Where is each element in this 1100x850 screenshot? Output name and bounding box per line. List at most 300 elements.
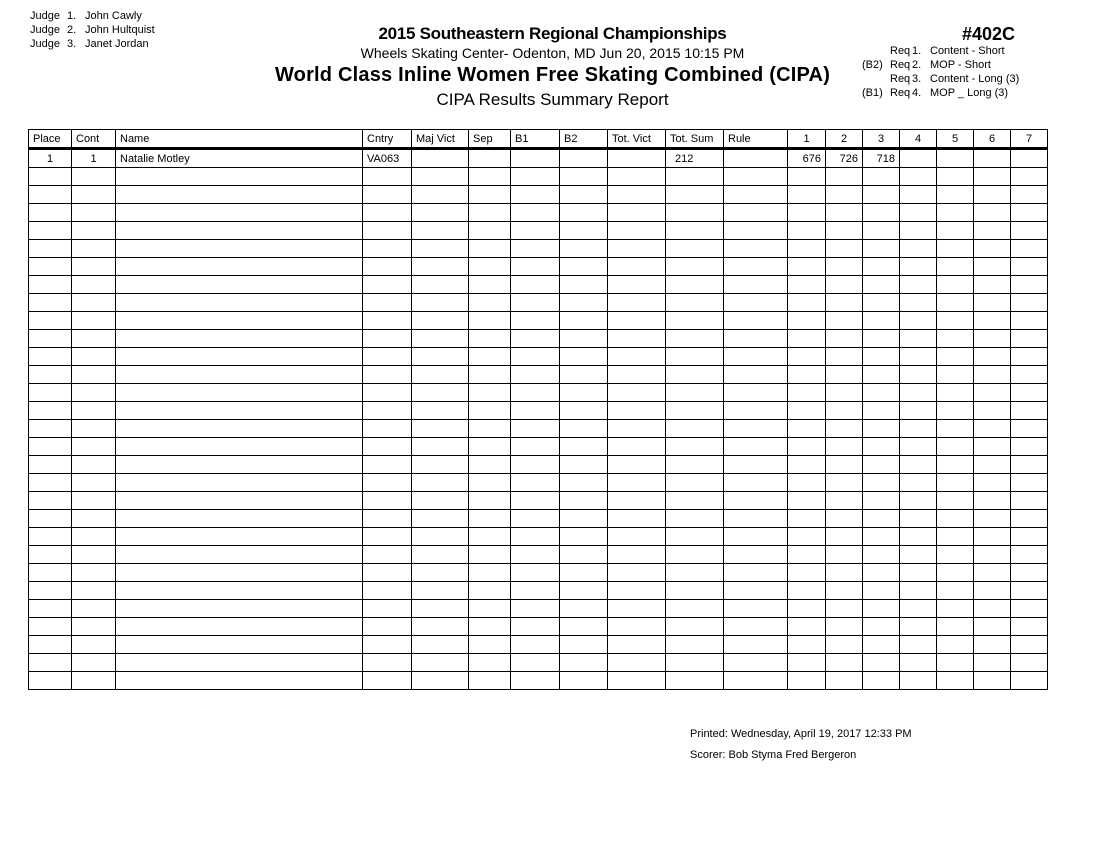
empty-cell [666, 546, 724, 564]
empty-cell [974, 456, 1011, 474]
judge-label: Judge [30, 38, 60, 50]
empty-cell [29, 402, 72, 420]
empty-cell [608, 492, 666, 510]
judges-list [30, 9, 155, 51]
empty-cell [863, 384, 900, 402]
empty-cell [72, 186, 116, 204]
event-number: #402C [962, 24, 1016, 44]
empty-cell [666, 528, 724, 546]
empty-cell [29, 420, 72, 438]
table-row-empty [29, 438, 1048, 456]
empty-cell [29, 456, 72, 474]
empty-cell [412, 240, 469, 258]
empty-cell [469, 456, 511, 474]
empty-cell [937, 222, 974, 240]
empty-cell [826, 240, 863, 258]
empty-cell [666, 366, 724, 384]
empty-cell [560, 420, 608, 438]
empty-cell [826, 384, 863, 402]
empty-cell [974, 222, 1011, 240]
empty-cell [900, 420, 937, 438]
table-row-empty [29, 312, 1048, 330]
col-judge-4: 4 [900, 130, 937, 149]
empty-cell [937, 366, 974, 384]
empty-cell [469, 294, 511, 312]
empty-cell [29, 240, 72, 258]
empty-cell [974, 294, 1011, 312]
empty-cell [72, 474, 116, 492]
cell-judge-4 [900, 149, 937, 168]
empty-cell [72, 510, 116, 528]
empty-cell [560, 438, 608, 456]
empty-cell [363, 330, 412, 348]
empty-cell [469, 582, 511, 600]
empty-cell [412, 312, 469, 330]
empty-cell [863, 564, 900, 582]
empty-cell [666, 276, 724, 294]
requirement-row [862, 86, 1019, 100]
req-text: Content - Long (3) [930, 73, 1020, 85]
empty-cell [116, 258, 363, 276]
empty-cell [724, 438, 788, 456]
empty-cell [974, 600, 1011, 618]
empty-cell [666, 258, 724, 276]
empty-cell [116, 294, 363, 312]
empty-cell [974, 636, 1011, 654]
req-prefix: (B2) [862, 59, 883, 71]
empty-cell [788, 528, 826, 546]
empty-cell [788, 510, 826, 528]
empty-cell [666, 600, 724, 618]
empty-cell [511, 258, 560, 276]
empty-cell [363, 528, 412, 546]
empty-cell [900, 240, 937, 258]
empty-cell [863, 492, 900, 510]
empty-cell [826, 186, 863, 204]
empty-cell [469, 420, 511, 438]
empty-cell [724, 582, 788, 600]
empty-cell [724, 492, 788, 510]
empty-cell [666, 240, 724, 258]
cell-maj-vict [412, 149, 469, 168]
empty-cell [29, 366, 72, 384]
table-row-empty [29, 600, 1048, 618]
empty-cell [511, 348, 560, 366]
requirement-row [862, 72, 1019, 86]
empty-cell [560, 528, 608, 546]
table-row-empty [29, 366, 1048, 384]
judge-label: Judge [30, 10, 60, 22]
empty-cell [608, 258, 666, 276]
empty-cell [724, 654, 788, 672]
empty-cell [1011, 492, 1048, 510]
requirements-list [862, 44, 1019, 100]
empty-cell [469, 474, 511, 492]
empty-cell [724, 204, 788, 222]
empty-cell [974, 402, 1011, 420]
empty-cell [560, 618, 608, 636]
empty-cell [863, 438, 900, 456]
empty-cell [937, 600, 974, 618]
cell-cont: 1 [72, 149, 116, 168]
empty-cell [363, 672, 412, 690]
empty-cell [363, 276, 412, 294]
cell-b2 [560, 149, 608, 168]
empty-cell [511, 582, 560, 600]
empty-cell [1011, 258, 1048, 276]
empty-cell [560, 600, 608, 618]
empty-cell [469, 654, 511, 672]
empty-cell [788, 294, 826, 312]
table-row-empty [29, 474, 1048, 492]
empty-cell [826, 168, 863, 186]
empty-cell [788, 366, 826, 384]
empty-cell [363, 186, 412, 204]
empty-cell [1011, 204, 1048, 222]
empty-cell [363, 168, 412, 186]
empty-cell [788, 636, 826, 654]
empty-cell [560, 186, 608, 204]
empty-cell [72, 600, 116, 618]
empty-cell [511, 420, 560, 438]
empty-cell [29, 510, 72, 528]
empty-cell [72, 240, 116, 258]
empty-cell [511, 204, 560, 222]
empty-cell [560, 672, 608, 690]
empty-cell [826, 510, 863, 528]
empty-cell [363, 204, 412, 222]
empty-cell [937, 492, 974, 510]
empty-cell [469, 168, 511, 186]
empty-cell [826, 330, 863, 348]
table-row-empty [29, 654, 1048, 672]
table-row-empty [29, 276, 1048, 294]
empty-cell [666, 222, 724, 240]
empty-cell [724, 420, 788, 438]
empty-cell [788, 312, 826, 330]
empty-cell [937, 240, 974, 258]
empty-cell [900, 672, 937, 690]
empty-cell [608, 438, 666, 456]
empty-cell [666, 510, 724, 528]
empty-cell [826, 636, 863, 654]
empty-cell [511, 366, 560, 384]
req-label: Req [890, 73, 911, 85]
empty-cell [412, 510, 469, 528]
empty-cell [412, 222, 469, 240]
empty-cell [788, 438, 826, 456]
empty-cell [863, 348, 900, 366]
empty-cell [788, 240, 826, 258]
empty-cell [724, 240, 788, 258]
col-sep: Sep [469, 130, 511, 149]
empty-cell [511, 492, 560, 510]
req-number: 3. [912, 73, 922, 85]
empty-cell [724, 168, 788, 186]
empty-cell [469, 402, 511, 420]
empty-cell [1011, 600, 1048, 618]
empty-cell [937, 276, 974, 294]
empty-cell [666, 492, 724, 510]
empty-cell [560, 582, 608, 600]
empty-cell [116, 222, 363, 240]
empty-cell [724, 258, 788, 276]
judge-name: Janet Jordan [85, 38, 149, 50]
empty-cell [826, 258, 863, 276]
table-row-empty [29, 348, 1048, 366]
empty-cell [116, 672, 363, 690]
empty-cell [974, 528, 1011, 546]
table-row-empty [29, 636, 1048, 654]
empty-cell [900, 546, 937, 564]
empty-cell [937, 528, 974, 546]
empty-cell [412, 402, 469, 420]
empty-cell [560, 384, 608, 402]
empty-cell [511, 240, 560, 258]
empty-cell [412, 636, 469, 654]
empty-cell [724, 366, 788, 384]
empty-cell [560, 222, 608, 240]
cell-cntry: VA063 [363, 149, 412, 168]
empty-cell [72, 654, 116, 672]
empty-cell [863, 654, 900, 672]
empty-cell [788, 546, 826, 564]
empty-cell [72, 456, 116, 474]
empty-cell [116, 402, 363, 420]
empty-cell [900, 222, 937, 240]
empty-cell [724, 186, 788, 204]
table-row-empty [29, 240, 1048, 258]
empty-cell [72, 420, 116, 438]
empty-cell [974, 618, 1011, 636]
empty-cell [608, 672, 666, 690]
table-row [29, 149, 1048, 168]
empty-cell [469, 240, 511, 258]
empty-cell [469, 384, 511, 402]
empty-cell [412, 582, 469, 600]
col-judge-3: 3 [863, 130, 900, 149]
empty-cell [974, 384, 1011, 402]
empty-cell [412, 546, 469, 564]
empty-cell [1011, 168, 1048, 186]
empty-cell [72, 618, 116, 636]
cell-sep [469, 149, 511, 168]
empty-cell [788, 600, 826, 618]
empty-cell [724, 312, 788, 330]
empty-cell [724, 618, 788, 636]
empty-cell [788, 564, 826, 582]
empty-cell [511, 474, 560, 492]
empty-cell [937, 438, 974, 456]
empty-cell [900, 258, 937, 276]
empty-cell [724, 294, 788, 312]
empty-cell [511, 312, 560, 330]
judge-number: 1. [67, 10, 77, 22]
empty-cell [900, 204, 937, 222]
empty-cell [1011, 420, 1048, 438]
empty-cell [72, 672, 116, 690]
empty-cell [724, 474, 788, 492]
empty-cell [560, 474, 608, 492]
empty-cell [974, 438, 1011, 456]
event-name: World Class Inline Women Free Skating Combined (CIPA) [274, 64, 831, 86]
empty-cell [1011, 240, 1048, 258]
empty-cell [788, 276, 826, 294]
empty-cell [363, 384, 412, 402]
empty-cell [116, 348, 363, 366]
empty-cell [608, 420, 666, 438]
empty-cell [412, 348, 469, 366]
empty-cell [116, 618, 363, 636]
empty-cell [826, 582, 863, 600]
empty-cell [826, 618, 863, 636]
empty-cell [974, 564, 1011, 582]
empty-cell [511, 618, 560, 636]
empty-cell [72, 204, 116, 222]
empty-cell [666, 168, 724, 186]
empty-cell [29, 600, 72, 618]
empty-cell [412, 600, 469, 618]
empty-cell [937, 510, 974, 528]
empty-cell [363, 240, 412, 258]
empty-cell [29, 582, 72, 600]
empty-cell [900, 312, 937, 330]
empty-cell [826, 348, 863, 366]
empty-cell [666, 204, 724, 222]
empty-cell [469, 330, 511, 348]
empty-cell [863, 474, 900, 492]
empty-cell [1011, 186, 1048, 204]
empty-cell [116, 474, 363, 492]
empty-cell [29, 564, 72, 582]
empty-cell [363, 654, 412, 672]
empty-cell [116, 492, 363, 510]
empty-cell [974, 546, 1011, 564]
empty-cell [29, 492, 72, 510]
empty-cell [72, 294, 116, 312]
empty-cell [900, 276, 937, 294]
judge-label: Judge [30, 24, 60, 36]
empty-cell [937, 636, 974, 654]
table-row-empty [29, 420, 1048, 438]
empty-cell [29, 546, 72, 564]
judge-row [30, 37, 155, 51]
table-row-empty [29, 222, 1048, 240]
empty-cell [412, 294, 469, 312]
empty-cell [608, 528, 666, 546]
empty-cell [608, 186, 666, 204]
empty-cell [72, 258, 116, 276]
empty-cell [666, 294, 724, 312]
empty-cell [469, 672, 511, 690]
empty-cell [511, 438, 560, 456]
empty-cell [900, 492, 937, 510]
empty-cell [863, 636, 900, 654]
empty-cell [29, 168, 72, 186]
empty-cell [863, 528, 900, 546]
results-table [28, 129, 1048, 690]
empty-cell [863, 204, 900, 222]
empty-cell [560, 564, 608, 582]
empty-cell [29, 528, 72, 546]
empty-cell [608, 312, 666, 330]
empty-cell [608, 204, 666, 222]
empty-cell [974, 492, 1011, 510]
empty-cell [937, 546, 974, 564]
empty-cell [788, 186, 826, 204]
table-row-empty [29, 672, 1048, 690]
empty-cell [29, 348, 72, 366]
empty-cell [363, 636, 412, 654]
empty-cell [560, 204, 608, 222]
empty-cell [788, 492, 826, 510]
empty-cell [863, 330, 900, 348]
empty-cell [608, 402, 666, 420]
empty-cell [469, 564, 511, 582]
empty-cell [788, 204, 826, 222]
empty-cell [72, 564, 116, 582]
empty-cell [116, 420, 363, 438]
empty-cell [788, 456, 826, 474]
empty-cell [937, 186, 974, 204]
empty-cell [363, 366, 412, 384]
empty-cell [363, 546, 412, 564]
empty-cell [724, 384, 788, 402]
empty-cell [900, 438, 937, 456]
empty-cell [29, 474, 72, 492]
empty-cell [72, 330, 116, 348]
empty-cell [363, 222, 412, 240]
empty-cell [363, 474, 412, 492]
empty-cell [560, 168, 608, 186]
empty-cell [29, 204, 72, 222]
empty-cell [724, 330, 788, 348]
empty-cell [72, 168, 116, 186]
empty-cell [608, 168, 666, 186]
empty-cell [666, 672, 724, 690]
empty-cell [469, 528, 511, 546]
empty-cell [560, 654, 608, 672]
empty-cell [412, 474, 469, 492]
table-row-empty [29, 294, 1048, 312]
empty-cell [363, 564, 412, 582]
empty-cell [900, 600, 937, 618]
cell-b1 [511, 149, 560, 168]
empty-cell [560, 402, 608, 420]
empty-cell [608, 510, 666, 528]
table-row-empty [29, 492, 1048, 510]
empty-cell [937, 654, 974, 672]
empty-cell [937, 294, 974, 312]
empty-cell [863, 366, 900, 384]
empty-cell [900, 402, 937, 420]
empty-cell [72, 348, 116, 366]
empty-cell [469, 312, 511, 330]
empty-cell [116, 240, 363, 258]
empty-cell [788, 618, 826, 636]
empty-cell [974, 276, 1011, 294]
empty-cell [1011, 222, 1048, 240]
cell-judge-7 [1011, 149, 1048, 168]
empty-cell [974, 330, 1011, 348]
empty-cell [900, 564, 937, 582]
empty-cell [900, 618, 937, 636]
empty-cell [863, 258, 900, 276]
empty-cell [937, 312, 974, 330]
empty-cell [560, 276, 608, 294]
empty-cell [116, 366, 363, 384]
table-header-row [29, 130, 1048, 149]
